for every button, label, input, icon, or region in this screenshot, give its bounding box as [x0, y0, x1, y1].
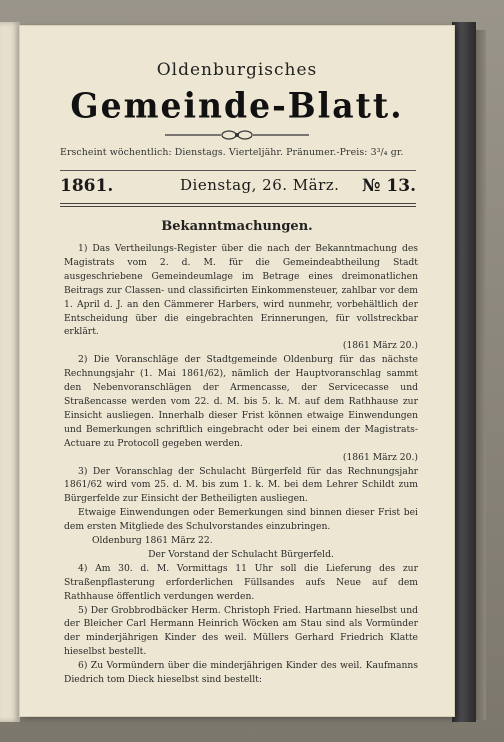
announcement-5: 5) Der Grobbrodbäcker Herm. Christoph Fried. Hartmann hieselbst und der Bleicher Carl Hermann Heinrich Wöcken am Stau sind als Vormünder der minderjährigen Kinder des weil. Müllers Gerhard Friedrich Klatte hieselbst bestellt. [64, 604, 418, 658]
announcement-1: 1) Das Vertheilungs-Register über die nach der Bekanntmachung des Magistrats vom 2. d. M. für die Gemeindeabtheilung Stadt ausgeschriebene Gemeindeumlage im Betrage eines dreimonatlichen Beitrags zur Classen- und classificirten Einkommensteuer, zahlbar vor dem 1. April d. J. an den Cämmerer Harbers, wird nunmehr, vorbehältlich der Entscheidung über die eingebrachten Erinnerungen, für vollstreckbar erklärt. [64, 243, 418, 338]
masthead-top: Oldenburgisches [156, 60, 318, 80]
rule [60, 206, 416, 207]
announcement-2: 2) Die Voranschläge der Stadtgemeinde Oldenburg für das nächste Rechnungsjahr (1. Mai 1861/62), nämlich der Hauptvoranschlag sammt den Nebenvoranschlägen der Armencasse, der Servicecasse und Straßencasse werden vom 22. d. M. bis 5. k. M. auf dem Rathhause zur Einsicht ausliegen. Innerhalb dieser Frist können etwaige Einwendungen und Bemerkungen schriftlich eingebracht oder bei einem der Magistrats-Actuare zu Protocoll gegeben werden. [64, 354, 418, 449]
rule [60, 170, 416, 171]
section-title: Bekanntmachungen. [161, 219, 313, 234]
spine-edge [476, 30, 486, 720]
rule [60, 203, 416, 204]
publication-info: Erscheint wöchentlich: Dienstags. Vierteljähr. Pränumer.-Preis: 3³/₄ gr. [60, 147, 404, 158]
book-spine [452, 22, 476, 722]
dateline [60, 176, 416, 200]
announcement-2-date: (1861 März 20.) [342, 451, 418, 463]
issue-date: Dienstag, 26. März. [180, 176, 340, 194]
announcements-body [64, 242, 418, 687]
announcement-3-place-date: Oldenburg 1861 März 22. [92, 535, 213, 547]
announcement-3: 3) Der Voranschlag der Schulacht Bürgerfeld für das Rechnungsjahr 1861/62 wird vom 25. d. M. bis zum 1. k. M. bei dem Lehrer Schildt zum Bürgerfelde zur Einsicht der Betheiligten ausliegen. [64, 465, 418, 505]
announcement-6: 6) Zu Vormündern über die minderjährigen Kinder des weil. Kaufmanns Diedrich tom Dieck hieselbst sind bestellt: [64, 660, 418, 686]
announcement-1-date: (1861 März 20.) [342, 340, 418, 352]
facing-page-edge [0, 22, 20, 722]
announcement-4: 4) Am 30. d. M. Vormittags 11 Uhr soll die Lieferung des zur Straßenpflasterung erforderlichen Füllsandes aufs Neue auf dem Rathhause öffentlich verdungen werden. [64, 562, 418, 602]
ornament-divider [165, 129, 309, 141]
issue-year: 1861. [60, 176, 114, 196]
announcement-3-signature: Der Vorstand der Schulacht Bürgerfeld. [148, 548, 334, 560]
announcement-3-note: Etwaige Einwendungen oder Bemerkungen sind binnen dieser Frist bei dem ersten Mitgliede des Schulvorstandes einzubringen. [64, 507, 418, 533]
issue-number: № 13. [362, 176, 416, 196]
masthead-title: Gemeinde-Blatt. [70, 85, 404, 126]
newspaper-page [20, 26, 454, 716]
